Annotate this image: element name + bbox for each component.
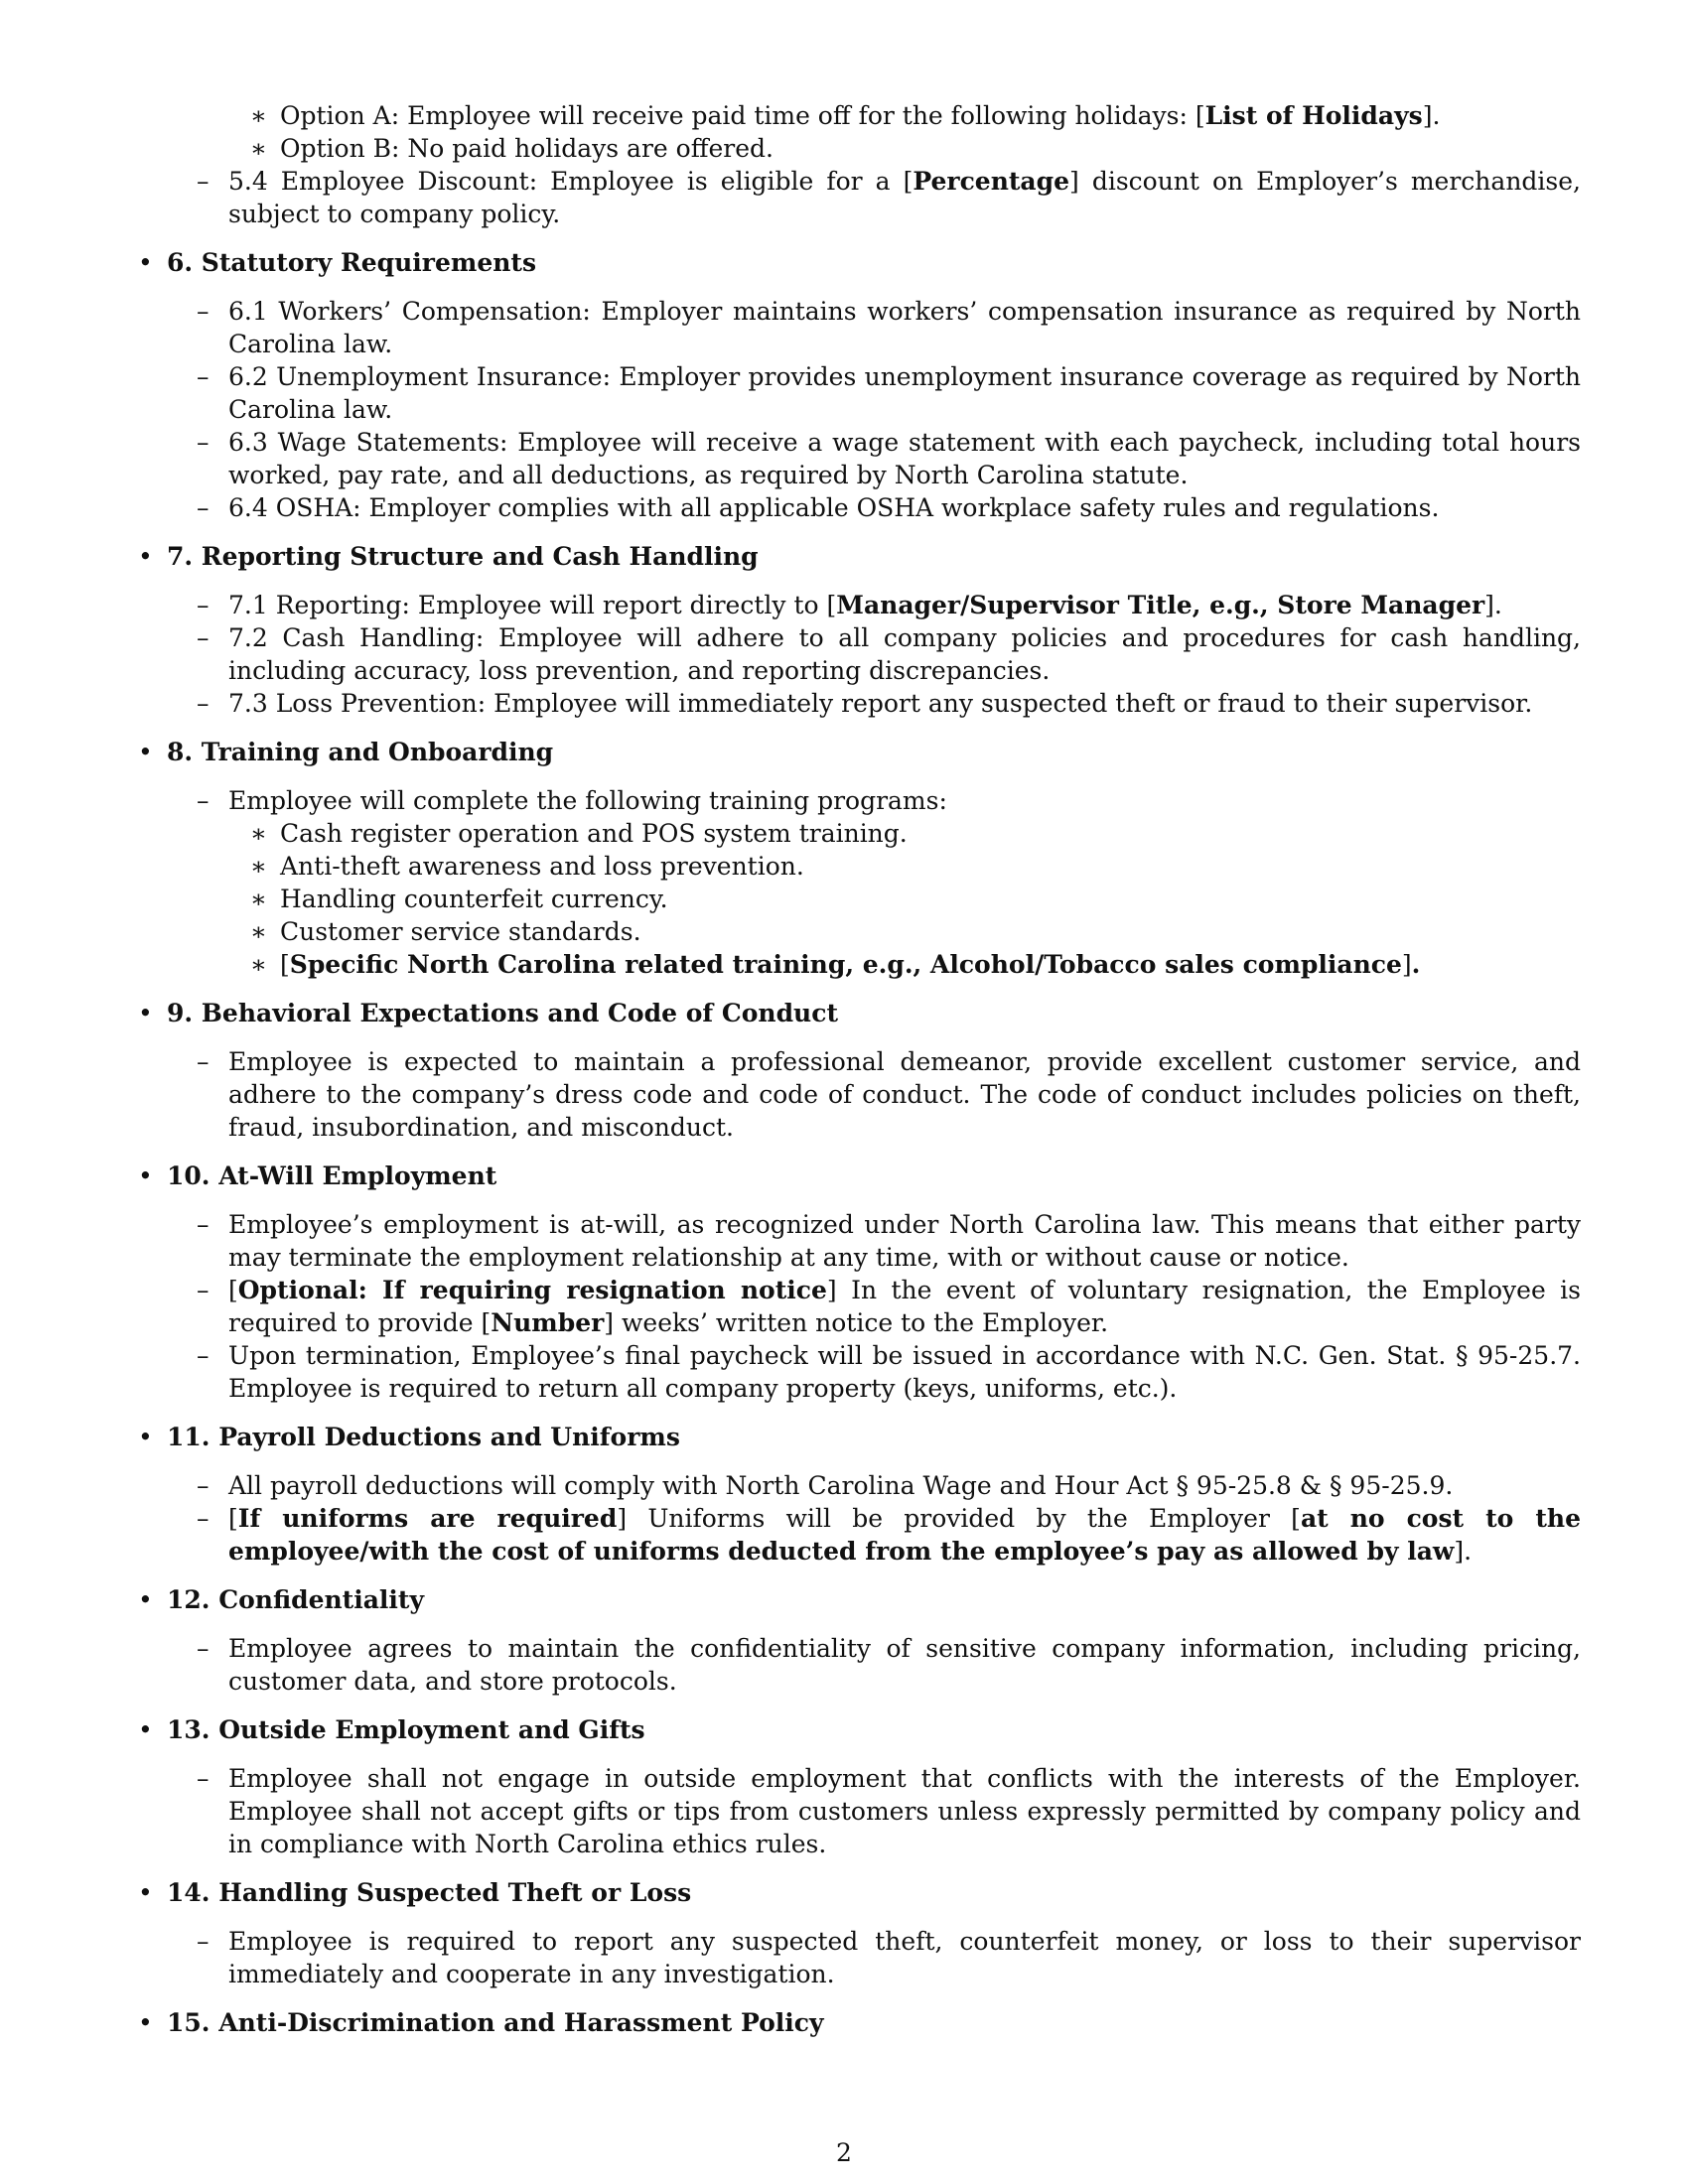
clause-14-1: – Employee is required to report any suspected theft, counterfeit money, or loss to their supervisor immediately and cooperate in any investigation. (197, 1927, 1581, 1988)
section-14-heading: • 14. Handling Suspected Theft or Loss (138, 1878, 692, 1907)
clause-7-3: – 7.3 Loss Prevention: Employee will immediately report any suspected theft or fraud to their supervisor. (197, 689, 1533, 718)
training-item: ∗ Customer service standards. (250, 917, 641, 946)
placeholder-uniforms-required: If uniforms are required (237, 1504, 618, 1533)
section-6-heading: • 6. Statutory Requirements (138, 248, 537, 277)
training-intro: – Employee will complete the following training programs: (197, 786, 947, 815)
section-11-heading: • 11. Payroll Deductions and Uniforms (138, 1423, 680, 1451)
clause-6-3: – 6.3 Wage Statements: Employee will receive a wage statement with each paycheck, including total hours worked, pay rate, and all deductions, as required by North Carolina statute. (197, 428, 1581, 489)
clause-11-2: – [If uniforms are required] Uniforms will be provided by the Employer [at no cost to the employee/with the cost of uniforms deducted from the employee’s pay as allowed by law]. (197, 1504, 1581, 1566)
clause-13-1: – Employee shall not engage in outside employment that conflicts with the interests of the Employer. Employee shall not accept gifts or tips from customers unless expressly permitted by company policy and in compliance with North Carolina ethics rules. (197, 1764, 1581, 1858)
placeholder-nc-training: Specific North Carolina related training, e.g., Alcohol/Tobacco sales compliance (289, 950, 1402, 979)
placeholder-uniform-cost: at no cost to the employee/with the cost of uniforms deducted from the employee’s pay as allowed by law (228, 1504, 1581, 1566)
clause-7-2: – 7.2 Cash Handling: Employee will adhere to all company policies and procedures for cash handling, including accuracy, loss prevention, and reporting discrepancies. (197, 623, 1581, 685)
document-body (0, 99, 1688, 2055)
training-item: ∗ Cash register operation and POS system training. (250, 819, 908, 848)
placeholder-number: Number (491, 1308, 605, 1337)
clause-7-1: – 7.1 Reporting: Employee will report directly to [Manager/Supervisor Title, e.g., Store Manager]. (197, 591, 1502, 619)
clause-10-2: – [Optional: If requiring resignation notice] In the event of voluntary resignation, the Employee is required to provide [Number] weeks’ written notice to the Employer. (197, 1276, 1581, 1337)
holiday-option-a: ∗ Option A: Employee will receive paid time off for the following holidays: [List of Holidays]. (250, 101, 1441, 130)
section-15-heading: • 15. Anti-Discrimination and Harassment Policy (138, 2008, 824, 2037)
section-13-heading: • 13. Outside Employment and Gifts (138, 1715, 645, 1744)
placeholder-resignation-notice: Optional: If requiring resignation notice (237, 1276, 827, 1304)
holiday-option-b: ∗ Option B: No paid holidays are offered. (250, 134, 774, 163)
training-item: ∗ Anti-theft awareness and loss prevention. (250, 852, 804, 881)
section-7-heading: • 7. Reporting Structure and Cash Handling (138, 542, 759, 571)
clause-11-1: – All payroll deductions will comply with North Carolina Wage and Hour Act § 95-25.8 & § 95-25.9. (197, 1471, 1454, 1500)
clause-10-1: – Employee’s employment is at-will, as recognized under North Carolina law. This means that either party may terminate the employment relationship at any time, with or without cause or notice. (197, 1210, 1581, 1272)
clause-6-4: – 6.4 OSHA: Employer complies with all applicable OSHA workplace safety rules and regulations. (197, 493, 1440, 522)
clause-9-1: – Employee is expected to maintain a professional demeanor, provide excellent customer service, and adhere to the company’s dress code and code of conduct. The code of conduct includes policies on theft, fraud, insubordination, and misconduct. (197, 1047, 1581, 1142)
clause-10-3: – Upon termination, Employee’s final paycheck will be issued in accordance with N.C. Gen. Stat. § 95-25.7. Employee is required to return all company property (keys, uniforms, etc.). (197, 1341, 1581, 1403)
clause-12-1: – Employee agrees to maintain the confidentiality of sensitive company information, including pricing, customer data, and store protocols. (197, 1634, 1581, 1696)
clause-6-2: – 6.2 Unemployment Insurance: Employer provides unemployment insurance coverage as required by North Carolina law. (197, 362, 1581, 424)
training-item: ∗ Handling counterfeit currency. (250, 885, 668, 913)
section-8-heading: • 8. Training and Onboarding (138, 738, 554, 766)
section-9-heading: • 9. Behavioral Expectations and Code of Conduct (138, 999, 839, 1027)
placeholder-list-of-holidays: List of Holidays (1204, 101, 1423, 130)
section-10-heading: • 10. At-Will Employment (138, 1161, 497, 1190)
section-12-heading: • 12. Confidentiality (138, 1585, 424, 1614)
page-number: 2 (836, 2138, 852, 2167)
training-item-nc-specific: ∗ [Specific North Carolina related training, e.g., Alcohol/Tobacco sales compliance]. (250, 950, 1421, 979)
placeholder-supervisor-title: Manager/Supervisor Title, e.g., Store Manager (836, 591, 1485, 619)
clause-5-4: – 5.4 Employee Discount: Employee is eligible for a [Percentage] discount on Employer’s merchandise, subject to company policy. (197, 167, 1581, 228)
placeholder-percentage: Percentage (913, 167, 1070, 196)
clause-6-1: – 6.1 Workers’ Compensation: Employer maintains workers’ compensation insurance as required by North Carolina law. (197, 297, 1581, 358)
